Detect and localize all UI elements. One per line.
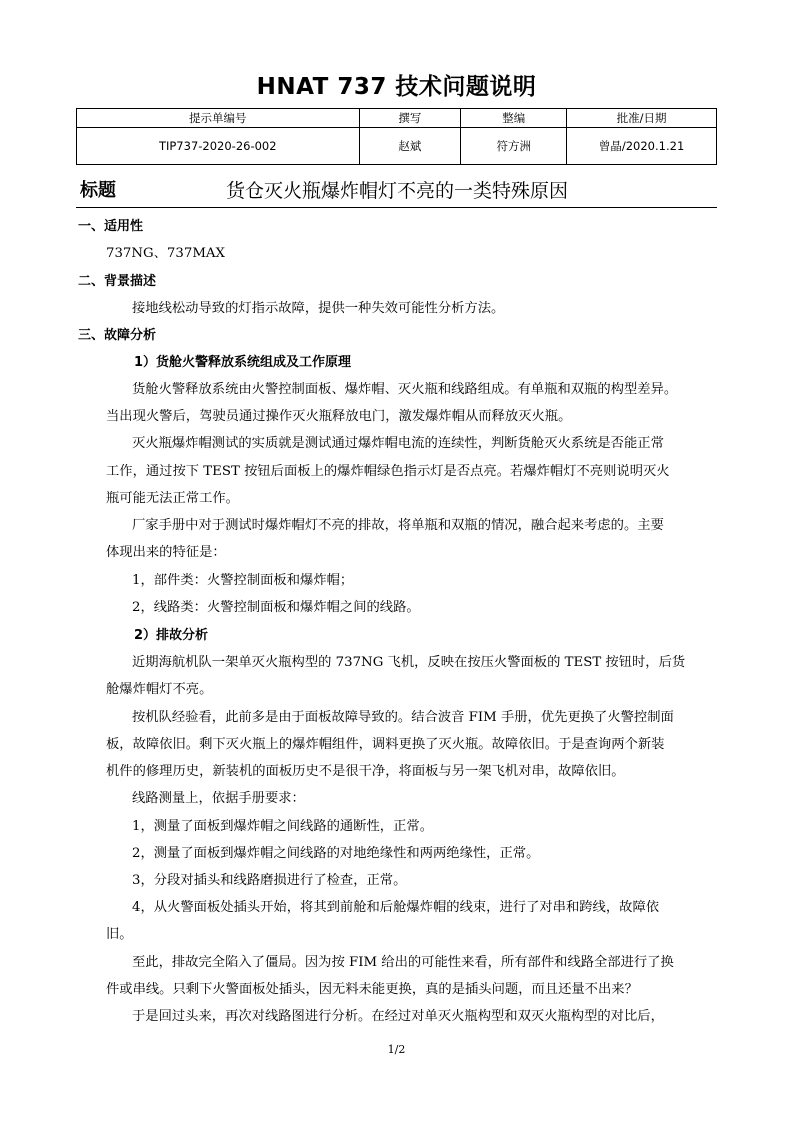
header-tip-number: 提示单编号	[77, 109, 360, 128]
body-line: 2，测量了面板到爆炸帽之间线路的对地绝缘性和两两绝缘性，正常。	[132, 846, 540, 861]
info-table-header-row	[77, 109, 717, 128]
body-line: 于是回过头来，再次对线路图进行分析。在经过对单灭火瓶构型和双灭火瓶构型的对比后，	[132, 1009, 664, 1024]
body-line: 2，线路类：火警控制面板和爆炸帽之间的线路。	[132, 600, 420, 615]
value-approval-date: 曾晶/2020.1.21	[567, 128, 717, 165]
body-line: 工作，通过按下 TEST 按钮后面板上的爆炸帽绿色指示灯是否点亮。若爆炸帽灯不亮则说明灭火	[106, 464, 670, 479]
body-line: 板，故障依旧。剩下灭火瓶上的爆炸帽组件，调料更换了灭火瓶。故障依旧。于是查询两个新装	[106, 737, 665, 752]
body-line: 当出现火警后，驾驶员通过操作灭火瓶释放电门，激发爆炸帽从而释放灭火瓶。	[106, 409, 572, 424]
subsection-heading-troubleshooting: 2）排故分析	[134, 628, 209, 643]
subject-label: 标题	[80, 180, 116, 201]
body-line: 旧。	[106, 927, 133, 942]
subject-text: 货仓灭火瓶爆炸帽灯不亮的一类特殊原因	[226, 180, 569, 202]
body-line: 瓶可能无法正常工作。	[106, 491, 239, 506]
body-line: 737NG、737MAX	[106, 246, 225, 261]
body-line: 1，部件类：火警控制面板和爆炸帽；	[132, 573, 354, 588]
body-line: 接地线松动导致的灯指示故障，提供一种失效可能性分析方法。	[132, 301, 505, 316]
body-line: 3，分段对插头和线路磨损进行了检查，正常。	[132, 873, 407, 888]
value-author: 赵斌	[359, 128, 461, 165]
subject-row	[76, 176, 717, 206]
subsection-heading-system: 1）货舱火警释放系统组成及工作原理	[134, 355, 352, 370]
body-line: 舱爆炸帽灯不亮。	[106, 682, 213, 697]
info-table	[76, 108, 717, 165]
body-line: 体现出来的特征是：	[106, 545, 226, 560]
body-line: 至此，排故完全陷入了僵局。因为按 FIM 给出的可能性来看，所有部件和线路全部进行了换	[132, 955, 674, 970]
body-line: 近期海航机队一架单灭火瓶构型的 737NG 飞机，反映在按压火警面板的 TEST 按钮时，后货	[132, 655, 686, 670]
section-heading-applicability: 一、适用性	[78, 219, 144, 234]
body-line: 4，从火警面板处插头开始，将其到前舱和后舱爆炸帽的线束，进行了对串和跨线，故障依	[132, 900, 660, 915]
header-author: 撰写	[359, 109, 461, 128]
page-number: 1/2	[387, 1043, 406, 1056]
section-heading-background: 二、背景描述	[78, 274, 157, 289]
body-line: 灭火瓶爆炸帽测试的实质就是测试通过爆炸帽电流的连续性，判断货舱灭火系统是否能正常	[132, 436, 664, 451]
section-heading-analysis: 三、故障分析	[78, 328, 157, 343]
info-table-value-row	[77, 128, 717, 165]
document-title: HNAT 737 技术问题说明	[256, 74, 537, 100]
header-approval-date: 批准/日期	[567, 109, 717, 128]
body-line: 线路测量上，依据手册要求：	[132, 791, 305, 806]
header-editor: 整编	[461, 109, 567, 128]
body-line: 厂家手册中对于测试时爆炸帽灯不亮的排故，将单瓶和双瓶的情况，融合起来考虑的。主要	[132, 518, 664, 533]
body-line: 按机队经验看，此前多是由于面板故障导致的。结合波音 FIM 手册，优先更换了火警控制面	[132, 710, 674, 725]
subject-divider	[76, 207, 717, 208]
body-line: 机件的修理历史，新装机的面板历史不是很干净，将面板与另一架飞机对串，故障依旧。	[106, 764, 625, 779]
value-tip-number: TIP737-2020-26-002	[77, 128, 360, 165]
body-line: 件或串线。只剩下火警面板处插头，因无料未能更换，真的是插头问题，而且还量不出来？	[106, 982, 638, 997]
body-line: 货舱火警释放系统由火警控制面板、爆炸帽、灭火瓶和线路组成。有单瓶和双瓶的构型差异。	[132, 382, 678, 397]
value-editor: 符方洲	[461, 128, 567, 165]
body-line: 1，测量了面板到爆炸帽之间线路的通断性，正常。	[132, 819, 433, 834]
